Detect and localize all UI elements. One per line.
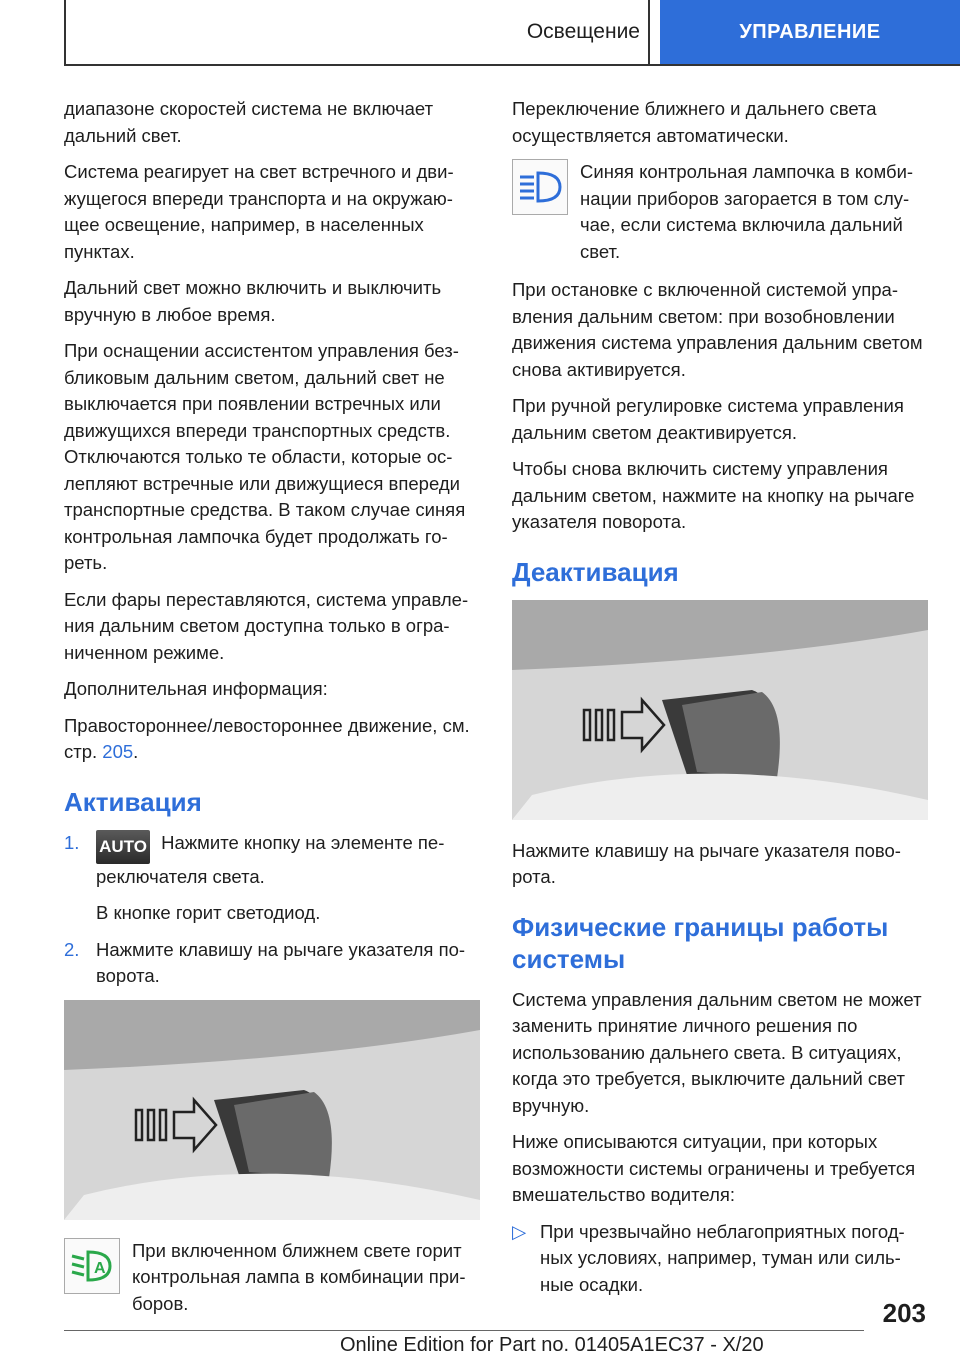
- turn-signal-lever-photo: [64, 1000, 480, 1220]
- header-divider: [648, 0, 650, 66]
- header-chapter-tab[interactable]: УПРАВЛЕНИЕ: [660, 0, 960, 64]
- step-number: 1.: [64, 831, 80, 853]
- paragraph: диапазоне скоростей система не включает дальний свет.: [64, 98, 434, 146]
- paragraph-end: .: [133, 741, 139, 762]
- paragraph: При остановке с включенной системой управления дальним светом: при возобновлении движения система управления дальним светом снова активируется.: [512, 279, 923, 380]
- step-text: Нажмите клавишу на рычаге указателя поворота.: [96, 938, 466, 986]
- footer-rule: [64, 1330, 864, 1331]
- heading-activation: Активация: [64, 786, 202, 817]
- list-item: [512, 1219, 928, 1299]
- paragraph: Ниже описываются ситуации, при которых возможности системы ограничены и требуется вмешательство водителя:: [512, 1131, 916, 1205]
- paragraph: При ручной регулировке система управления дальним светом деактивируется.: [512, 395, 904, 443]
- footer-edition: Online Edition for Part no. 01405A1EC37 - X/20: [340, 1334, 764, 1356]
- paragraph-with-link: [64, 713, 480, 766]
- header-left-border: [64, 0, 66, 66]
- heading-deactivation: Деактивация: [512, 556, 679, 587]
- header-section-title: Освещение: [526, 20, 640, 43]
- paragraph: Переключение ближнего и дальнего света осуществляется автоматически.: [512, 98, 877, 146]
- paragraph: Система реагирует на свет встречного и движущегося впереди транспорта и на окружающее освещение, например, в населенных пунктах.: [64, 161, 454, 262]
- heading-limits: Физические границы работы системы: [512, 911, 889, 974]
- svg-text:A: A: [94, 1259, 106, 1277]
- paragraph: Если фары переставляются, система управления дальним светом доступна только в ограниченном режиме.: [64, 588, 469, 663]
- paragraph: Чтобы снова включить систему управления дальним светом, нажмите на кнопку на рычаге указателя поворота.: [512, 458, 915, 532]
- paragraph: Дальний свет можно включить и выключить вручную в любое время.: [64, 277, 442, 325]
- paragraph: При оснащении ассистентом управления безбликовым дальним светом, дальний свет не выключается при появлении встречных или движущихся впереди транспортных средств. Отключаются только те области, которые ослепляют встречные или движущиеся впереди транспортные средства. В таком случае синяя контрольная лампочка будет продолжать гореть.: [64, 340, 466, 573]
- page-number: 203: [882, 1298, 926, 1328]
- paragraph-text: Правостороннее/левостороннее движение, см. стр.: [64, 714, 470, 762]
- turn-signal-lever-photo: [512, 600, 928, 820]
- paragraph: Система управления дальним светом не может заменить принятие личного решения по использованию дальнего света. В ситуациях, когда это требуется, выключите дальний свет вручную.: [512, 988, 922, 1116]
- indicator-note: [512, 159, 928, 265]
- step-text: Нажмите кнопку на элементе переключателя света.: [96, 831, 445, 887]
- lever-illustration: [64, 1000, 480, 1220]
- indicator-note-text: При включенном ближнем свете горит контрольная лампа в комбинации приборов.: [132, 1239, 466, 1314]
- step-1-sub: [64, 900, 480, 927]
- step-number: 2.: [64, 938, 80, 960]
- step-1: [64, 830, 480, 891]
- high-beam-indicator-icon: [512, 159, 568, 215]
- page-link[interactable]: 205: [102, 741, 134, 762]
- auto-low-beam-indicator-icon: [64, 1238, 120, 1294]
- step-subtext: В кнопке горит светодиод.: [96, 902, 321, 923]
- right-column: [512, 96, 928, 1298]
- indicator-note: [64, 1238, 480, 1318]
- bullet-text: При чрезвычайно неблагоприятных погодных условиях, например, туман или сильные осадки.: [540, 1220, 905, 1295]
- lever-illustration: [512, 600, 928, 820]
- paragraph: Дополнительная информация:: [64, 678, 328, 699]
- photo-caption: Нажмите клавишу на рычаге указателя поворота.: [512, 839, 901, 887]
- step-2: [64, 937, 480, 990]
- auto-button-icon: AUTO: [96, 830, 150, 864]
- left-column: [64, 96, 480, 1329]
- indicator-note-text: Синяя контрольная лампочка в комбинации приборов загорается в том случае, если система включила дальний свет.: [580, 161, 914, 262]
- header-rule: [64, 64, 960, 66]
- triangle-bullet-icon: ▷: [512, 1220, 527, 1242]
